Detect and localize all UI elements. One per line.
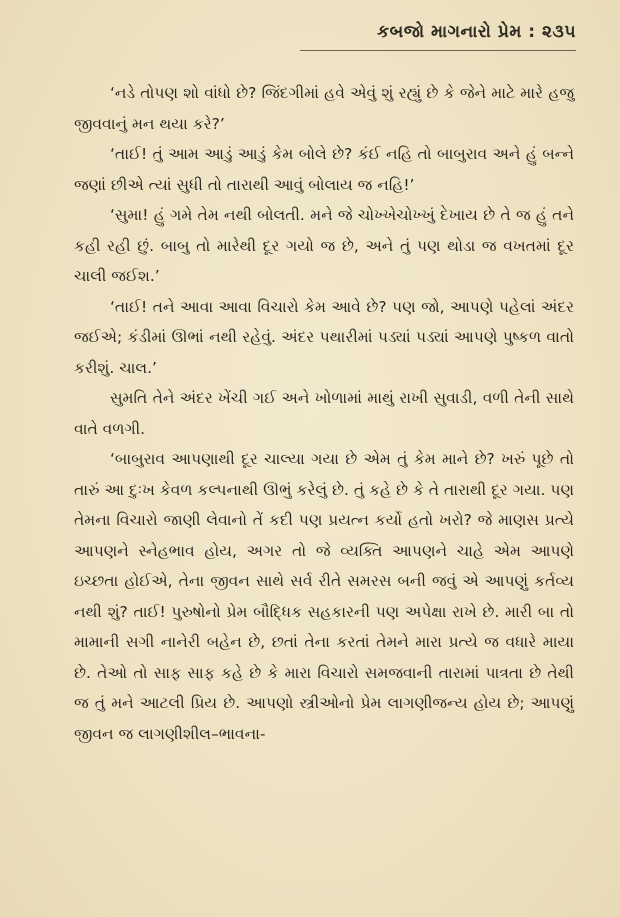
paragraph: ‘નડે તોપણ શો વાંધો છે? જિંદગીમાં હવે એવું શું રહ્યું છે કે જેને માટે મારે હજુ જીવવાનું મન થયા કરે?’ (74, 84, 574, 133)
running-header: કબજો માગનારો પ્રેમ : ૨૩૫ (377, 22, 576, 42)
paragraph: સુમતિ તેને અંદર ખેંચી ગઈ અને ખોળામાં માથું રાખી સુવાડી, વળી તેની સાથે વાતે વળગી. (74, 389, 574, 438)
body-text (74, 78, 574, 749)
header-rule (300, 50, 576, 51)
paragraph: ‘બાબુરાવ આપણાથી દૂર ચાલ્યા ગયા છે એમ તું કેમ માને છે? ખરું પૂછે તો તારું આ દુઃખ કેવળ કલ્પનાથી ઊભું કરેલું છે. તું કહે છે કે તે તારાથી દૂર ગયા. પણ તેમના વિચારો જાણી લેવાનો તેં કદી પણ પ્રયત્ન કર્યો હતો ખરો? જે માણસ પ્રત્યે આપણને સ્નેહભાવ હોય, અગર તો જે વ્યક્તિ આપણને ચાહે એમ આપણે ઇચ્છતા હોઈએ, તેના જીવન સાથે સર્વ રીતે સમરસ બની જવું એ આપણું કર્તવ્ય નથી શું? તાઈ! પુરુષોનો પ્રેમ બૌદ્ધિક સહકારની પણ અપેક્ષા રાખે છે. મારી બા તો મામાની સગી નાનેરી બહેન છે, છતાં તેના કરતાં તેમને મારા પ્રત્યે જ વધારે માયા છે. તેઓ તો સાફ સાફ કહે છે કે મારા વિચારો સમજવાની તારામાં પાત્રતા છે તેથી જ તું મને આટલી પ્રિય છે. આપણો સ્ત્રીઓનો પ્રેમ લાગણીજન્ય હોય છે; આપણું જીવન જ લાગણીશીલ–ભાવના- (74, 450, 574, 743)
paragraph: ‘તાઈ! તું આમ આડું આડું કેમ બોલે છે? કંઈ નહિ તો બાબુરાવ અને હું બન્ને જણાં છીએ ત્યાં સુધી તો તારાથી આવું બોલાય જ નહિ!’ (74, 145, 574, 194)
paragraph: ‘સુમા! હું ગમે તેમ નથી બોલતી. મને જે ચોખ્ખેચોખ્ખું દેખાય છે તે જ હું તને કહી રહી છું. બાબુ તો મારેથી દૂર ગયો જ છે, અને તું પણ થોડા જ વખતમાં દૂર ચાલી જઈશ.’ (74, 206, 574, 285)
paragraph: ‘તાઈ! તને આવા આવા વિચારો કેમ આવે છે? પણ જો, આપણે પહેલાં અંદર જઈએ; કંડીમાં ઊભાં નથી રહેવું. અંદર પથારીમાં પડ્યાં પડ્યાં આપણે પુષ્કળ વાતો કરીશું. ચાલ.’ (74, 297, 574, 377)
